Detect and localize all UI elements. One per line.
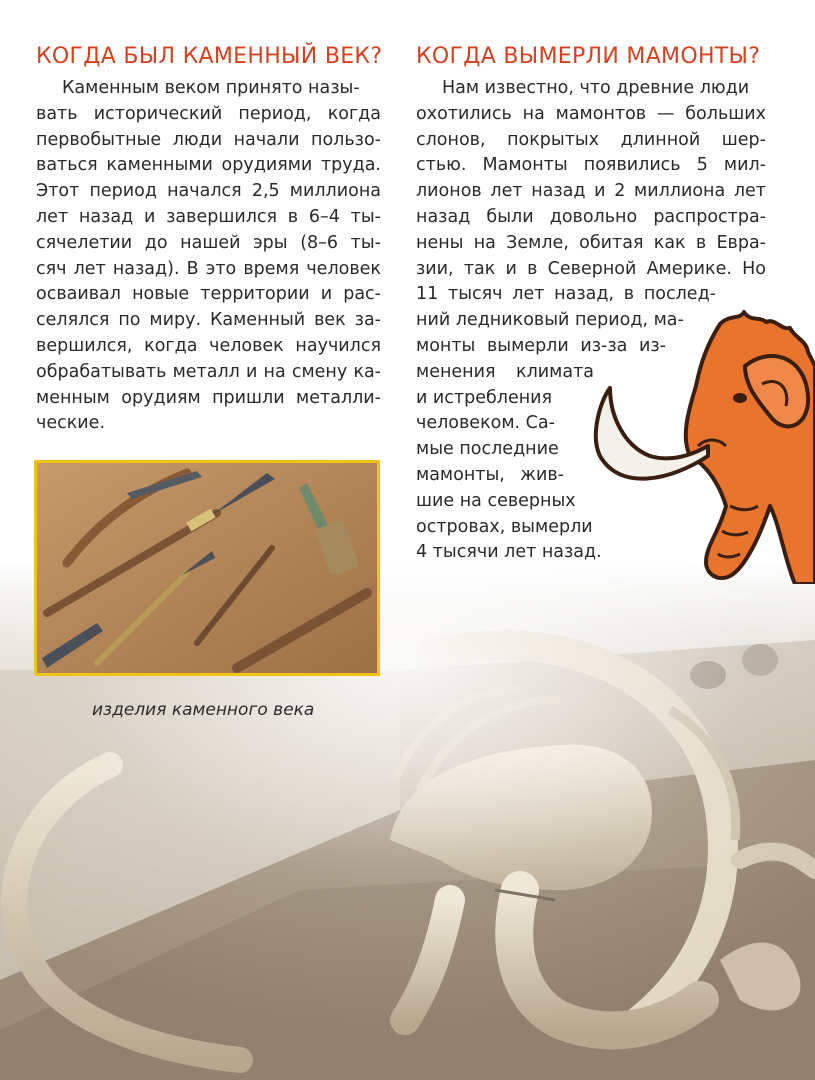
text-line: слонов, покрытых длинной шер- (416, 129, 766, 150)
tools-caption: изделия каменного века (92, 700, 315, 720)
text-line: менным орудиям пришли металли- (36, 387, 381, 408)
text-line: лионов лет назад и 2 миллиона лет (416, 181, 766, 202)
stone-tools-photo (34, 460, 380, 676)
text-line: ний ледниковый период, ма- (416, 310, 684, 331)
mammoth-head-drawing (580, 306, 815, 584)
text-line: вать исторический период, когда (36, 103, 381, 124)
text-line: обрабатывать металл и на смену ка- (36, 361, 381, 382)
text-line: менения климата (416, 361, 594, 382)
text-line: сячелетии до нашей эры (8–6 ты- (36, 232, 381, 253)
text-line: островах, вымерли (416, 516, 593, 537)
text-line: вершился, когда человек научился (36, 335, 381, 356)
text-line: охотились на мамонтов — больших (416, 103, 766, 124)
text-line: шие на северных (416, 490, 576, 511)
text-line: нены на Земле, обитая как в Евра- (416, 232, 766, 253)
text-line: назад были довольно распростра- (416, 206, 766, 227)
heading-mammoths-extinct: КОГДА ВЫМЕРЛИ МАМОНТЫ? (416, 44, 761, 69)
text-line: ческие. (36, 413, 106, 434)
text-line: лет назад и завершился в 6–4 ты- (36, 206, 381, 227)
text-line: первобытные люди начали пользо- (36, 129, 381, 150)
paragraph-stone-age (36, 76, 381, 437)
text-line: Этот период начался 2,5 миллиона (36, 181, 381, 202)
text-line: мые последние (416, 439, 559, 460)
text-line: и истребления (416, 387, 553, 408)
text-line: 4 тысячи лет назад. (416, 542, 602, 563)
text-line: зии, так и в Северной Америке. Но (416, 258, 766, 279)
text-line: монты вымерли из-за из- (416, 335, 666, 356)
text-line: Каменным веком принято назы- (62, 78, 360, 98)
text-line: стью. Мамонты появились 5 мил- (416, 155, 766, 176)
stone-tools-art (37, 463, 377, 673)
text-line: ваться каменными орудиями труда. (36, 155, 381, 176)
text-line: осваивал новые территории и рас- (36, 284, 381, 305)
text-line: человеком. Са- (416, 413, 555, 434)
text-line: Нам известно, что древние люди (442, 78, 750, 98)
text-line: селялся по миру. Каменный век за- (36, 310, 381, 331)
text-line: сяч лет назад). В это время человек (36, 258, 381, 279)
heading-stone-age: КОГДА БЫЛ КАМЕННЫЙ ВЕК? (36, 44, 383, 69)
text-line: 11 тысяч лет назад, в послед- (416, 284, 716, 305)
text-line: мамонты, жив- (416, 464, 564, 485)
